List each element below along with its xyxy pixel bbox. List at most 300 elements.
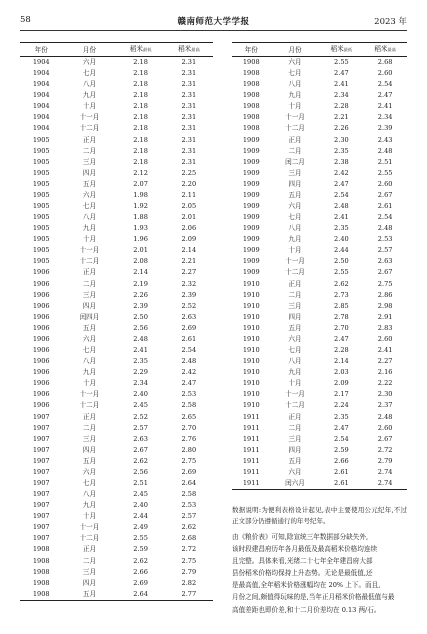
cell-year: 1907 [32, 478, 50, 487]
cell-year: 1904 [32, 113, 50, 122]
cell-rice-min: 2.66 [133, 567, 148, 576]
rice-label: 稻米 [129, 45, 143, 53]
rice-label: 稻米 [374, 45, 388, 53]
cell-month: 六月 [82, 467, 97, 476]
table-row [232, 434, 407, 445]
cell-month: 八月 [288, 224, 302, 233]
cell-rice-max: 2.67 [377, 190, 393, 199]
cell-year: 1909 [242, 135, 260, 144]
cell-month: 十月 [288, 379, 302, 388]
cell-month: 二月 [82, 279, 97, 288]
table-row [232, 223, 407, 234]
table-row [20, 323, 213, 334]
table-row [20, 90, 213, 101]
cell-rice-min: 2.78 [334, 312, 349, 321]
cell-month: 九月 [288, 235, 302, 244]
cell-year: 1910 [242, 379, 260, 388]
cell-rice-max: 2.62 [181, 523, 197, 532]
cell-rice-min: 2.61 [334, 467, 349, 476]
cell-year: 1908 [242, 124, 260, 133]
cell-rice-min: 2.42 [334, 168, 349, 177]
cell-year: 1904 [32, 91, 50, 100]
table-row [232, 256, 407, 267]
cell-year: 1905 [32, 257, 50, 266]
cell-month: 闰四月 [79, 312, 100, 321]
cell-rice-min: 1.92 [133, 202, 148, 211]
col-rice-min [320, 43, 364, 57]
cell-rice-max: 2.68 [181, 534, 197, 543]
table-row [20, 234, 213, 245]
cell-month: 三月 [82, 157, 97, 166]
cell-rice-max: 2.72 [181, 545, 197, 554]
data-note: 数据说明:为便利表格设计起见,表中主要使用公元纪年,不过正文部分仍遵循通行的年号纪年。 [232, 506, 407, 525]
cell-month: 三月 [288, 168, 302, 177]
cell-year: 1906 [32, 312, 50, 321]
cell-rice-max: 2.79 [181, 567, 197, 576]
cell-rice-min: 2.45 [133, 401, 148, 410]
table-row [232, 279, 407, 290]
cell-rice-min: 2.18 [133, 80, 148, 89]
cell-rice-min: 2.18 [133, 124, 148, 133]
cell-year: 1906 [32, 334, 50, 343]
cell-rice-max: 2.31 [181, 58, 197, 66]
body-paragraph [232, 531, 407, 616]
cell-year: 1908 [32, 556, 50, 565]
cell-rice-max: 2.83 [377, 323, 393, 332]
cell-rice-min: 2.38 [334, 157, 349, 166]
cell-month: 正月 [82, 545, 97, 554]
table-row [20, 157, 213, 168]
cell-rice-min: 2.44 [133, 512, 148, 521]
cell-year: 1909 [242, 202, 260, 211]
table-row [232, 190, 407, 201]
cell-rice-max: 2.61 [377, 202, 393, 211]
cell-rice-max: 2.69 [181, 323, 197, 332]
cell-rice-max: 2.55 [377, 168, 393, 177]
cell-rice-min: 2.14 [133, 268, 148, 277]
cell-month: 八月 [82, 213, 97, 222]
cell-month: 六月 [82, 190, 97, 199]
cell-rice-min: 2.55 [133, 534, 148, 543]
cell-year: 1907 [32, 412, 50, 421]
cell-year: 1910 [242, 323, 260, 332]
table-row [20, 356, 213, 367]
cell-rice-max: 2.16 [377, 368, 393, 377]
cell-rice-max: 2.31 [181, 80, 197, 89]
cell-year: 1906 [32, 323, 50, 332]
cell-year: 1911 [232, 478, 271, 490]
cell-year: 1906 [32, 390, 50, 399]
cell-rice-max: 2.68 [377, 58, 393, 66]
page-header [20, 13, 407, 29]
table-row [232, 112, 407, 123]
cell-year: 1904 [32, 80, 50, 89]
cell-rice-min: 2.03 [334, 368, 349, 377]
table-row [232, 356, 407, 367]
cell-rice-max: 2.37 [377, 401, 393, 410]
cell-year: 1907 [32, 534, 50, 543]
cell-year: 1908 [242, 91, 260, 100]
cell-rice-min: 2.48 [133, 334, 148, 343]
cell-rice-max: 2.31 [181, 91, 197, 100]
cell-year: 1911 [242, 445, 260, 454]
cell-rice-min: 2.62 [133, 556, 148, 565]
cell-year: 1907 [32, 456, 50, 465]
table-row [232, 456, 407, 467]
cell-rice-max: 2.48 [377, 412, 393, 421]
cell-rice-min: 2.35 [334, 224, 349, 233]
header-rule [20, 30, 407, 31]
cell-year: 1906 [32, 379, 50, 388]
cell-rice-min: 2.18 [133, 91, 148, 100]
cell-rice-max: 2.69 [181, 467, 197, 476]
cell-year: 1910 [242, 401, 260, 410]
cell-rice-min: 2.56 [133, 323, 148, 332]
cell-rice-min: 2.39 [133, 301, 148, 310]
cell-rice-max: 2.61 [181, 334, 197, 343]
cell-month: 十月 [82, 512, 97, 521]
cell-rice-min: 2.54 [334, 190, 349, 199]
cell-rice-max: 2.53 [181, 501, 197, 510]
cell-rice-min: 2.18 [133, 157, 148, 166]
table-row [232, 445, 407, 456]
table-row [20, 245, 213, 256]
cell-rice-min: 2.44 [334, 246, 349, 255]
cell-month: 十月 [288, 246, 302, 255]
table-row [232, 267, 407, 278]
cell-month: 四月 [82, 578, 97, 587]
cell-year: 1905 [32, 190, 50, 199]
cell-rice-max: 2.31 [181, 69, 197, 78]
cell-year: 1909 [242, 224, 260, 233]
cell-rice-max: 2.67 [377, 434, 393, 443]
cell-month: 十月 [82, 379, 97, 388]
cell-rice-max: 2.76 [181, 434, 197, 443]
cell-year: 1907 [32, 423, 50, 432]
cell-rice-max: 2.67 [377, 268, 393, 277]
table-row [232, 179, 407, 190]
cell-rice-min: 2.28 [334, 102, 349, 111]
cell-rice-min: 2.18 [133, 102, 148, 111]
cell-rice-min: 2.56 [133, 467, 148, 476]
rice-price-table-left [20, 42, 213, 601]
cell-rice-max: 2.31 [181, 113, 197, 122]
cell-month: 八月 [288, 80, 302, 89]
cell-month: 五月 [82, 456, 97, 465]
col-rice-max [165, 43, 213, 57]
cell-month: 七月 [82, 346, 97, 355]
cell-year: 1910 [242, 301, 260, 310]
cell-year: 1906 [32, 368, 50, 377]
cell-rice-max: 2.31 [181, 135, 197, 144]
cell-rice-min: 2.61 [320, 478, 364, 490]
cell-rice-min: 2.55 [334, 268, 349, 277]
table-row [20, 589, 213, 601]
cell-year: 1907 [32, 512, 50, 521]
cell-month: 七月 [82, 478, 97, 487]
cell-rice-max: 2.31 [181, 157, 197, 166]
cell-month: 九月 [288, 368, 302, 377]
cell-month: 六月 [82, 334, 97, 343]
table-row [232, 400, 407, 411]
table-row [232, 57, 407, 69]
cell-year: 1909 [242, 190, 260, 199]
cell-year: 1905 [32, 179, 50, 188]
table-row [20, 179, 213, 190]
cell-rice-max: 2.06 [181, 224, 197, 233]
cell-month: 十二月 [79, 124, 100, 133]
cell-year: 1905 [32, 246, 50, 255]
cell-year: 1905 [32, 213, 50, 222]
cell-rice-max: 2.47 [377, 91, 393, 100]
cell-rice-max: 2.41 [377, 346, 393, 355]
cell-rice-max: 2.42 [181, 368, 197, 377]
cell-year: 1906 [32, 357, 50, 366]
table-row [20, 556, 213, 567]
cell-rice-max: 2.75 [181, 456, 197, 465]
cell-rice-min: 2.41 [334, 213, 349, 222]
cell-month: 正月 [288, 135, 302, 144]
table-row [20, 112, 213, 123]
table-row [232, 245, 407, 256]
table-row [232, 168, 407, 179]
cell-month: 三月 [82, 434, 97, 443]
table-row [232, 234, 407, 245]
cell-year: 1907 [32, 434, 50, 443]
cell-rice-max: 2.31 [181, 124, 197, 133]
table-row [232, 478, 407, 490]
cell-month: 十二月 [285, 401, 305, 410]
cell-year: 1904 [32, 58, 50, 66]
cell-month: 七月 [82, 69, 97, 78]
table-row [20, 544, 213, 555]
cell-month: 闰六月 [271, 478, 320, 490]
cell-year: 1907 [32, 490, 50, 499]
table-row [20, 123, 213, 134]
cell-year: 1906 [32, 401, 50, 410]
cell-rice-max: 2.63 [377, 257, 393, 266]
cell-rice-max: 2.91 [377, 312, 393, 321]
cell-year: 1905 [32, 146, 50, 155]
journal-title: 赣南师范大学学报 [177, 17, 250, 27]
cell-rice-min: 2.34 [334, 91, 349, 100]
cell-rice-min: 1.96 [133, 235, 148, 244]
cell-rice-min: 2.62 [334, 279, 349, 288]
table-header-row [232, 43, 407, 57]
cell-rice-min: 2.01 [133, 246, 148, 255]
cell-rice-min: 2.47 [334, 179, 349, 188]
cell-rice-max: 2.39 [181, 290, 197, 299]
cell-rice-max: 2.58 [181, 490, 197, 499]
cell-rice-min: 2.51 [133, 478, 148, 487]
cell-month: 五月 [288, 323, 302, 332]
cell-month: 十二月 [285, 124, 305, 133]
cell-year: 1910 [242, 279, 260, 288]
cell-month: 二月 [82, 423, 97, 432]
paragraph-line: 且完整。具体来看,光绪二十七年全年建昌府大部 [232, 557, 373, 566]
page-number: 58 [20, 15, 31, 25]
cell-year: 1905 [32, 168, 50, 177]
paragraph-line: 高值差距也即价差,和十二月价差均在 0.13 两/石。 [232, 605, 381, 614]
table-row [20, 567, 213, 578]
cell-month: 七月 [288, 346, 302, 355]
cell-month: 五月 [82, 179, 97, 188]
table-row [232, 146, 407, 157]
cell-rice-max: 2.21 [181, 257, 197, 266]
cell-year: 1906 [32, 346, 50, 355]
cell-rice-min: 2.48 [334, 202, 349, 211]
cell-month: 十一月 [79, 390, 100, 399]
cell-year: 1910 [242, 390, 260, 399]
cell-year: 1910 [242, 368, 260, 377]
cell-rice-min: 2.35 [334, 146, 349, 155]
cell-month: 二月 [288, 423, 302, 432]
cell-year: 1906 [32, 268, 50, 277]
cell-month: 九月 [288, 91, 302, 100]
table-row [20, 101, 213, 112]
cell-year: 1904 [32, 124, 50, 133]
cell-rice-max: 2.64 [181, 478, 197, 487]
cell-month: 正月 [288, 279, 302, 288]
table-row [232, 301, 407, 312]
cell-rice-max: 2.74 [377, 467, 393, 476]
cell-rice-min: 2.62 [133, 456, 148, 465]
cell-year: 1909 [242, 157, 260, 166]
cell-month: 二月 [82, 146, 97, 155]
cell-rice-min: 1.98 [133, 190, 148, 199]
cell-year: 1910 [242, 346, 260, 355]
table-row [20, 79, 213, 90]
cell-month: 五月 [288, 456, 302, 465]
cell-month: 十月 [288, 102, 302, 111]
cell-rice-min: 2.21 [334, 113, 349, 122]
cell-rice-min: 2.63 [133, 434, 148, 443]
table-row [20, 434, 213, 445]
cell-rice-min: 2.57 [133, 423, 148, 432]
cell-rice-min: 2.59 [334, 445, 349, 454]
cell-rice-max: 2.09 [181, 235, 197, 244]
cell-month: 三月 [82, 567, 97, 576]
table-row [232, 135, 407, 146]
cell-rice-max: 2.75 [181, 556, 197, 565]
cell-month: 正月 [82, 135, 97, 144]
cell-rice-min: 2.28 [334, 346, 349, 355]
cell-month: 三月 [288, 434, 302, 443]
cell-month: 三月 [82, 290, 97, 299]
cell-year: 1909 [242, 168, 260, 177]
cell-year: 1908 [242, 80, 260, 89]
table-row [20, 345, 213, 356]
paragraph-line: 该时段建昌府历年各月最低及最高稻米价格均连续 [232, 545, 378, 554]
col-rice-max [363, 43, 407, 57]
table-row [20, 412, 213, 423]
table-row [232, 423, 407, 434]
cell-year: 1906 [32, 290, 50, 299]
cell-rice-max: 2.60 [377, 423, 393, 432]
cell-month: 十一月 [285, 113, 305, 122]
col-month: 月份 [62, 43, 116, 57]
cell-year: 1907 [32, 445, 50, 454]
cell-rice-max: 2.98 [377, 301, 393, 310]
cell-rice-min: 2.18 [133, 58, 148, 66]
cell-rice-min: 2.40 [334, 235, 349, 244]
cell-year: 1909 [242, 179, 260, 188]
cell-year: 1909 [242, 213, 260, 222]
cell-rice-min: 2.85 [334, 301, 349, 310]
cell-month: 六月 [288, 58, 302, 66]
cell-month: 五月 [62, 589, 116, 601]
cell-year: 1907 [32, 501, 50, 510]
table-row [20, 578, 213, 589]
cell-month: 二月 [288, 146, 302, 155]
cell-year: 1904 [32, 69, 50, 78]
cell-month: 十一月 [285, 390, 305, 399]
cell-rice-min: 2.59 [133, 545, 148, 554]
cell-rice-max: 2.60 [377, 334, 393, 343]
cell-month: 四月 [288, 312, 302, 321]
cell-rice-max: 2.77 [165, 589, 213, 601]
cell-month: 三月 [288, 301, 302, 310]
cell-rice-min: 1.93 [133, 224, 148, 233]
cell-rice-min: 2.26 [133, 290, 148, 299]
cell-month: 九月 [82, 224, 97, 233]
table-row [232, 323, 407, 334]
cell-month: 四月 [82, 301, 97, 310]
cell-rice-min: 2.19 [133, 279, 148, 288]
cell-month: 四月 [288, 179, 302, 188]
table-row [20, 301, 213, 312]
table-row [20, 312, 213, 323]
table-row [20, 423, 213, 434]
table-row [20, 146, 213, 157]
cell-rice-max: 2.65 [181, 412, 197, 421]
table-row [232, 467, 407, 478]
table-row [20, 334, 213, 345]
cell-rice-min: 2.47 [334, 423, 349, 432]
table-row [20, 223, 213, 234]
table-row [232, 389, 407, 400]
table-row [20, 68, 213, 79]
cell-month: 四月 [82, 168, 97, 177]
cell-year: 1909 [242, 268, 260, 277]
cell-rice-min: 2.55 [334, 58, 349, 66]
cell-rice-max: 2.27 [181, 268, 197, 277]
table-row [20, 168, 213, 179]
col-year: 年份 [20, 43, 62, 57]
cell-rice-min: 2.09 [334, 379, 349, 388]
cell-month: 八月 [82, 357, 97, 366]
cell-rice-min: 2.24 [334, 401, 349, 410]
max-subscript: 最高 [387, 47, 396, 52]
cell-month: 九月 [82, 91, 97, 100]
cell-month: 九月 [82, 368, 97, 377]
cell-rice-max: 2.57 [181, 512, 197, 521]
paragraph-line: 是最高值,全年稻米价格涨幅均在 20% 上下。而且, [232, 581, 381, 590]
cell-rice-max: 2.11 [181, 190, 197, 199]
table-row [20, 290, 213, 301]
cell-rice-max: 2.82 [181, 578, 197, 587]
cell-rice-min: 2.45 [133, 490, 148, 499]
cell-year: 1905 [32, 135, 50, 144]
table-row [20, 400, 213, 411]
table-row [232, 79, 407, 90]
table-row [20, 256, 213, 267]
cell-rice-min: 2.66 [334, 456, 349, 465]
cell-rice-max: 2.01 [181, 213, 197, 222]
cell-year: 1908 [242, 113, 260, 122]
table-row [20, 467, 213, 478]
cell-rice-min: 2.64 [116, 589, 164, 601]
